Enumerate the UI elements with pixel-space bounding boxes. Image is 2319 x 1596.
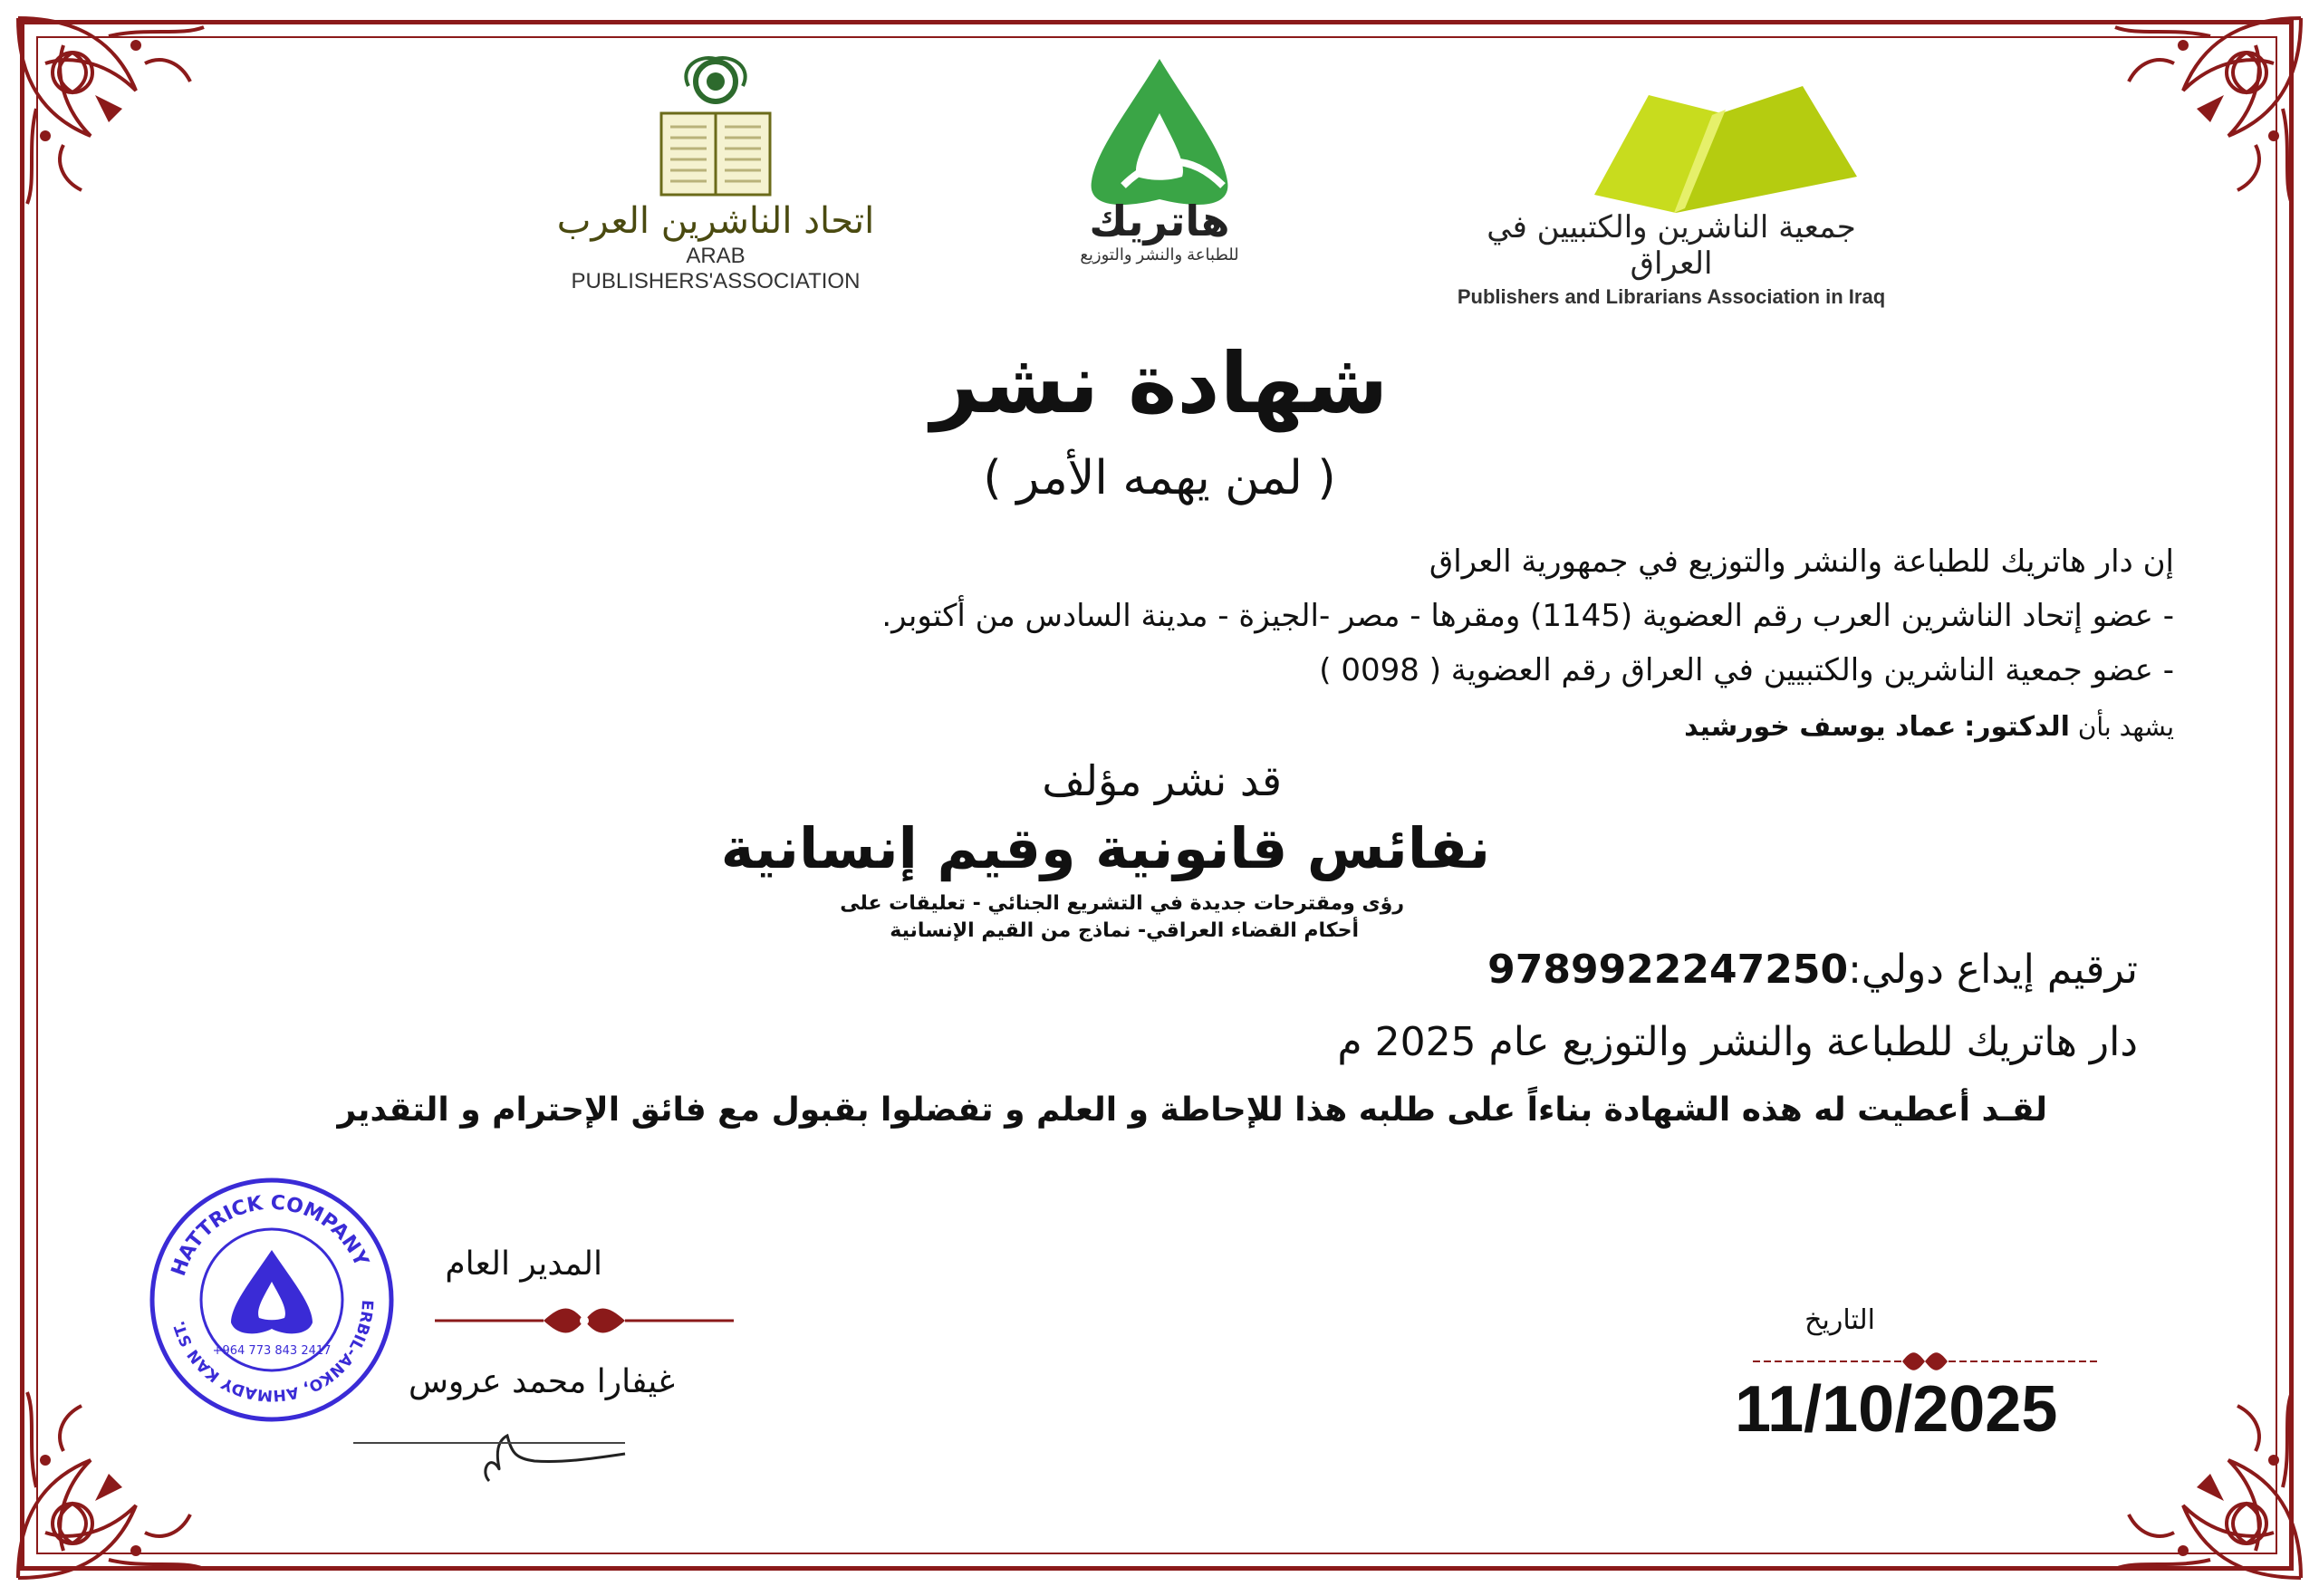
corner-ornament-top-right <box>2102 9 2310 217</box>
laurel-book-icon <box>625 50 806 204</box>
hattrick-logo <box>1033 50 1286 303</box>
iraq-association-arabic-name: جمعية الناشرين والكتبيين في العراق <box>1487 209 1856 282</box>
stamp-side-text: ERBIL-ANKO, AHMADY KAN ST. <box>169 1299 377 1405</box>
iraq-publishers-logo <box>1449 77 1893 308</box>
corner-ornament-top-left <box>9 9 217 217</box>
hattrick-subtitle: للطباعة والنشر والتوزيع <box>1080 245 1239 264</box>
stamp-phone: +964 773 843 2417 <box>212 1344 332 1358</box>
date-value: 11/10/2025 <box>1735 1373 2058 1446</box>
arab-association-english-name: ARAB PUBLISHERS'ASSOCIATION <box>571 244 861 293</box>
handwritten-signature <box>353 1418 643 1490</box>
membership-arab: - عضو إتحاد الناشرين العرب رقم العضوية (1145) ومقرها - مصر -الجيزة - مدينة السادس من أكتوبر. <box>881 598 2174 634</box>
membership-iraq: - عضو جمعية الناشرين والكتبيين في العراق رقم العضوية ( 0098 ) <box>1319 652 2174 688</box>
closing-statement: لقـد أعطيت له هذه الشهادة بناءاً على طلبه هذا للإحاطة و العلم و تفضلوا بقبول مع فائق الإحترام و التقدير <box>337 1091 2047 1129</box>
certifies-line <box>1684 711 2174 743</box>
isbn-line <box>1487 947 2138 993</box>
open-book-icon <box>1576 77 1866 213</box>
book-title: نفائس قانونية وقيم إنسانية <box>720 815 1490 881</box>
date-label: التاريخ <box>1804 1304 1875 1336</box>
signature-role: المدير العام <box>445 1245 602 1283</box>
certificate-subtitle: ( لمن يهمه الأمر ) <box>983 451 1336 505</box>
arab-publishers-logo <box>544 50 888 294</box>
company-stamp <box>145 1173 399 1427</box>
doctor-label: الدكتور: <box>1964 711 2070 743</box>
stamp-top-text: HATTRICK COMPANY <box>167 1191 373 1280</box>
publisher-year-line: دار هاتريك للطباعة والنشر والتوزيع عام 2025 م <box>1337 1019 2138 1065</box>
intro-text: إن دار هاتريك للطباعة والنشر والتوزيع في جمهورية العراق <box>1429 543 2174 580</box>
date-divider-ornament <box>1753 1348 2097 1375</box>
hattrick-arabic-name: هاتريك <box>1089 197 1230 245</box>
isbn-label: ترقيم إيداع دولي: <box>1848 947 2138 993</box>
certifies-prefix: يشهد بأن <box>2077 712 2174 742</box>
published-label: قد نشر مؤلف <box>1042 756 1282 805</box>
author-name: عماد يوسف خورشيد <box>1684 711 1957 743</box>
book-subtitle-line-2: أحكام القضاء العراقي- نماذج من القيم الإنسانية <box>890 919 1359 942</box>
corner-ornament-bottom-right <box>2102 1379 2310 1587</box>
arab-association-arabic-name: اتحاد الناشرين العرب <box>556 200 875 242</box>
signature-divider-ornament <box>435 1303 734 1339</box>
isbn-number: 9789922247250 <box>1487 947 1849 993</box>
certificate-title: شهادة نشر <box>930 335 1389 432</box>
book-subtitle-line-1: رؤى ومقترحات جديدة في التشريع الجنائي - تعليقات على <box>840 892 1404 915</box>
signatory-name: غيفارا محمد عروس <box>408 1363 675 1400</box>
stamp-logo-icon <box>231 1250 313 1333</box>
iraq-association-english-name: Publishers and Librarians Association in Iraq <box>1457 285 1886 308</box>
